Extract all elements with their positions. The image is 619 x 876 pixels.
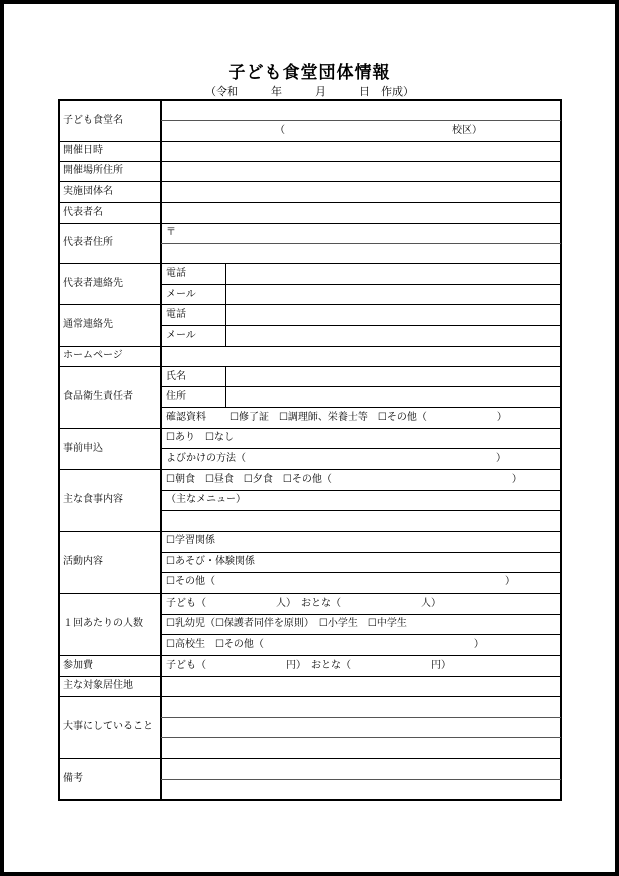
label-homepage: ホームページ bbox=[63, 350, 123, 362]
sub-row-divider bbox=[161, 510, 561, 511]
label-fee: 参加費 bbox=[63, 659, 93, 671]
sub-row-divider bbox=[161, 407, 561, 408]
contact-mail-label: メール bbox=[166, 330, 196, 341]
school-district-open-paren: （ bbox=[275, 125, 285, 136]
school-district-suffix: 校区） bbox=[452, 125, 482, 136]
people-ages: ☐乳幼児（☐保護者同伴を原則） ☐小学生 ☐中学生 bbox=[166, 618, 407, 629]
label-prior-application: 事前申込 bbox=[63, 442, 103, 454]
sub-row-divider bbox=[161, 448, 561, 449]
writing-line bbox=[161, 243, 561, 244]
rep-mail-label: メール bbox=[166, 289, 196, 300]
people-counts: 子ども（ 人） おとな（ 人） bbox=[166, 598, 441, 609]
meal-menu-label: （主なメニュー） bbox=[166, 494, 246, 505]
label-representative: 代表者名 bbox=[63, 206, 103, 218]
creation-date-line: （令和 年 月 日 作成） bbox=[205, 85, 414, 98]
writing-line bbox=[161, 737, 561, 738]
label-activity: 活動内容 bbox=[63, 556, 103, 568]
meal-options: ☐朝食 ☐昼食 ☐夕食 ☐その他（ ） bbox=[166, 474, 522, 485]
activity-study: ☐学習関係 bbox=[166, 535, 215, 546]
sub-row-divider bbox=[161, 552, 561, 553]
label-notes: 備考 bbox=[63, 772, 83, 784]
writing-line bbox=[161, 120, 561, 121]
fee-value: 子ども（ 円） おとな（ 円） bbox=[166, 660, 451, 671]
postal-mark: 〒 bbox=[166, 227, 176, 238]
page-title: 子ども食堂団体情報 bbox=[228, 63, 391, 83]
writing-line bbox=[161, 779, 561, 780]
label-contact: 通常連絡先 bbox=[63, 319, 113, 331]
label-rep-address: 代表者住所 bbox=[63, 237, 113, 249]
sub-row-divider bbox=[161, 284, 561, 285]
writing-line bbox=[161, 717, 561, 718]
hygiene-name-label: 氏名 bbox=[166, 371, 186, 382]
people-ages-2: ☐高校生 ☐その他（ ） bbox=[166, 639, 484, 650]
label-important: 大事にしていること bbox=[63, 721, 153, 733]
label-people-count: １回あたりの人数 bbox=[63, 618, 143, 630]
activity-play: ☐あそび・体験関係 bbox=[166, 556, 255, 567]
label-organization: 実施団体名 bbox=[63, 185, 113, 197]
prior-options: ☐あり ☐なし bbox=[166, 432, 234, 443]
prior-method: よびかけの方法（ ） bbox=[166, 453, 506, 464]
sub-row-divider bbox=[161, 490, 561, 491]
label-meal-content: 主な食事内容 bbox=[63, 494, 123, 506]
hygiene-cert-label: 確認資料 bbox=[166, 412, 206, 423]
label-venue: 開催場所住所 bbox=[63, 165, 123, 177]
activity-other: ☐その他（ ） bbox=[166, 576, 515, 587]
sub-row-divider bbox=[161, 572, 561, 573]
sub-column-divider bbox=[225, 367, 226, 407]
label-target-area: 主な対象居住地 bbox=[63, 680, 133, 692]
sub-row-divider bbox=[161, 325, 561, 326]
sub-row-divider bbox=[161, 634, 561, 635]
hygiene-cert-options: ☐修了証 ☐調理師、栄養士等 ☐その他（ ） bbox=[230, 412, 507, 423]
contact-phone-label: 電話 bbox=[166, 309, 186, 320]
sub-row-divider bbox=[161, 614, 561, 615]
sub-row-divider bbox=[161, 386, 561, 387]
label-shokudo-name: 子ども食堂名 bbox=[63, 114, 123, 126]
label-date: 開催日時 bbox=[63, 145, 103, 157]
rep-phone-label: 電話 bbox=[166, 268, 186, 279]
sub-column-divider bbox=[225, 264, 226, 346]
label-hygiene-manager: 食品衛生責任者 bbox=[63, 391, 133, 403]
label-rep-contact: 代表者連絡先 bbox=[63, 277, 123, 289]
hygiene-address-label: 住所 bbox=[166, 391, 186, 402]
